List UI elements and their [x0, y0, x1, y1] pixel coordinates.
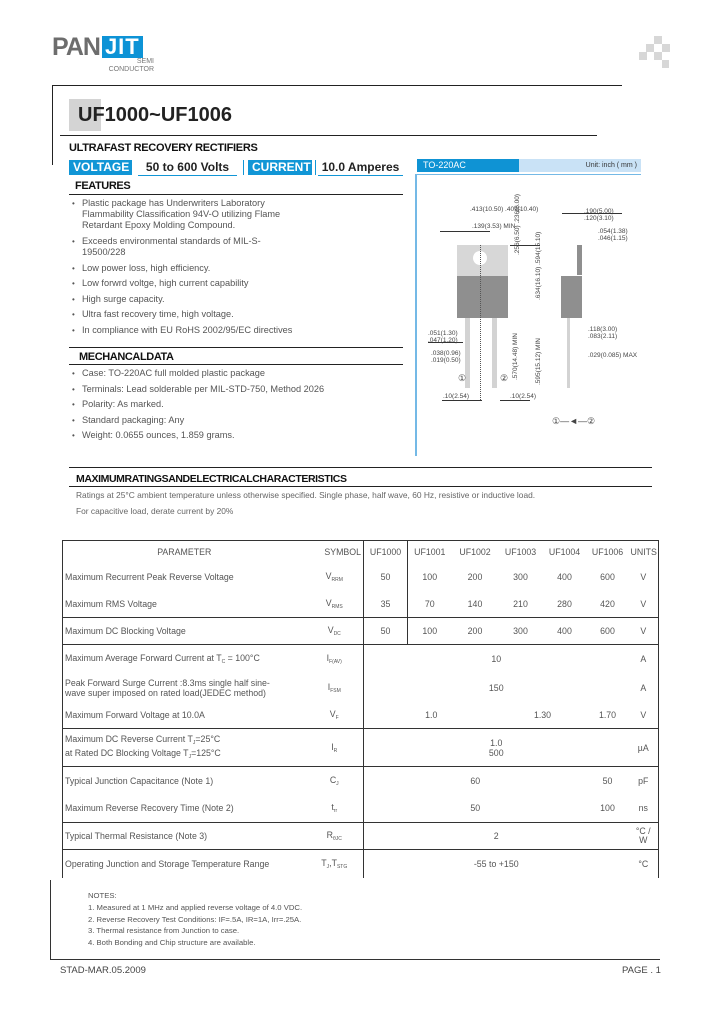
dim-side-tab: .054(1.38) .046(1.15) [598, 228, 628, 242]
mechanical-list [70, 368, 400, 446]
package-name: TO-220AC [417, 159, 519, 172]
diode-symbol-icon: ①—◄—② [552, 416, 596, 426]
feature-item: • Low forwrd voltge, high current capability [70, 278, 382, 289]
notes-frame-bottom [50, 959, 660, 960]
voltage-label: VOLTAGE [69, 160, 132, 175]
mechanical-heading: MECHANCALDATA [79, 351, 174, 363]
symbol-cell: $I_{F(AV)}$ [326, 652, 342, 665]
package-body [457, 276, 508, 318]
note-item: 3. Thermal resistance from Junction to case. [88, 926, 240, 936]
col-header: PARAMETER [63, 541, 306, 563]
symbol-cell: $I_R$ [306, 729, 364, 767]
package-frame-top [415, 174, 641, 175]
col-header: UF1000 [364, 541, 408, 563]
table-row: Maximum DC Reverse Current $T_J=25^\circ C$ at Rated DC Blocking Voltage $T_J=125^\circ C$ $I_R$ 1.0 500 µA [63, 729, 659, 767]
col-header: UNITS [629, 541, 659, 563]
symbol-cell: $I_{FSM}$ [327, 681, 341, 694]
tag-separator [243, 160, 244, 175]
symbol-cell: $V_{RRM}$ [325, 570, 343, 583]
footer-page: PAGE . 1 [622, 965, 661, 976]
features-heading: FEATURES [75, 180, 131, 192]
col-header: SYMBOL [306, 541, 364, 563]
note-item: 4. Both Bonding and Chip structure are available. [88, 938, 256, 948]
package-frame-left [415, 174, 417, 456]
param-cell: Typical Junction Capacitance (Note 1) [63, 767, 306, 795]
lead-right [492, 318, 497, 388]
dim-top-width: .413(10.50) .409(10.40) [470, 206, 539, 213]
dim-lead-len: .570(14.48) MIN [512, 333, 519, 380]
col-header: UF1004 [543, 541, 587, 563]
feature-item: • Low power loss, high efficiency. [70, 263, 290, 274]
dim-pitch-left: .10(2.54) [443, 393, 470, 400]
table-row: Typical Junction Capacitance (Note 1) $C_J$ 60 50 pF [63, 767, 659, 795]
ratings-heading: MAXIMUMRATINGSANDELECTRICALCHARACTERISTICS [76, 473, 347, 485]
current-label: CURRENT [248, 160, 312, 175]
logo-text-jit: JIT [102, 36, 143, 58]
feature-item: • Ultra fast recovery time, high voltage. [70, 309, 382, 320]
mechanical-rule-top [69, 347, 403, 348]
symbol-cell: $T_J,T_{STG}$ [321, 857, 348, 870]
table-row: Maximum Average Forward Current at $T_C = 100^\circ C$ $I_{F(AV)}$ 10 A [63, 645, 659, 673]
symbol-cell: $C_J$ [329, 774, 339, 787]
param-cell: Maximum DC Reverse Current $T_J=25^\circ C$ at Rated DC Blocking Voltage $T_J=125^\circ C$ [63, 729, 306, 767]
mechanical-item: • Polarity: As marked. [70, 399, 400, 410]
footer-date: STAD-MAR.05.2009 [60, 965, 146, 976]
title-underline [60, 135, 597, 136]
dim-tab-height: .256(6.50) .236(6.00) [514, 193, 521, 255]
ratings-table [62, 540, 659, 878]
ratings-note-2: For capacitive load, derate current by 20% [76, 506, 234, 516]
table-row: Maximum Forward Voltage at 10.0A $V_F$ 1.0 1.30 1.70 V [63, 703, 659, 729]
tag-separator [315, 160, 316, 175]
symbol-cell: $V_{DC}$ [306, 618, 364, 645]
title-frame-top [52, 85, 622, 86]
dim-lead-width: .051(1.30) .047(1.20) [428, 330, 458, 344]
param-cell: Maximum Average Forward Current at $T_C = 100^\circ C$ [63, 645, 306, 673]
pin2-label: ② [500, 373, 509, 383]
dim-pitch-right: .10(2.54) [510, 393, 537, 400]
table-row: Typical Thermal Resistance (Note 3) $R_{\theta JC}$ 2 °C / W [63, 823, 659, 850]
table-row: Maximum RMS Voltage $V_{RMS}$ 35 70 140 210 280 420 V [63, 591, 659, 618]
mechanical-item: • Weight: 0.0655 ounces, 1.859 grams. [70, 430, 400, 441]
symbol-cell: $t_{rr}$ [306, 795, 364, 823]
dim-hole: .139(3.53) MIN [472, 223, 516, 230]
side-body [561, 276, 582, 318]
table-row: Maximum Reverse Recovery Time (Note 2) $t_{rr}$ 50 100 ns [63, 795, 659, 823]
symbol-cell: $V_{RMS}$ [306, 591, 364, 618]
side-tab [577, 245, 582, 275]
notes-frame-left [50, 880, 51, 960]
mechanical-item: • Standard packaging: Any [70, 415, 400, 426]
table-row: Maximum DC Blocking Voltage $V_{DC}$ 50 100 200 300 400 600 V [63, 618, 659, 645]
dim-side-lead: .118(3.00) .083(2.11) [588, 326, 618, 340]
param-cell: Peak Forward Surge Current :8.3ms single half sine- wave super imposed on rated load(JEDEC method) [63, 673, 306, 703]
logo-sub-line2: CONDUCTOR [108, 66, 154, 73]
col-header: UF1003 [499, 541, 543, 563]
page-title: UF1000~UF1006 [78, 104, 232, 126]
package-unit: Unit: inch ( mm ) [519, 159, 641, 172]
param-cell: Maximum DC Blocking Voltage [63, 618, 306, 645]
table-row: Maximum Recurrent Peak Reverse Voltage $V_{RRM}$ 50 100 200 300 400 600 V [63, 563, 659, 591]
col-header: UF1002 [452, 541, 499, 563]
feature-item: • Exceeds environmental standards of MIL-S-19500/228 [70, 236, 262, 258]
voltage-value: 50 to 600 Volts [138, 160, 237, 176]
ratings-rule-top [69, 467, 652, 468]
symbol-cell: $V_F$ [306, 703, 364, 729]
dim-side-top: .190(5.00) .120(3.10) [584, 208, 614, 222]
table-row: Operating Junction and Storage Temperature Range $T_J,T_{STG}$ -55 to +150 °C [63, 850, 659, 878]
mechanical-item: • Terminals: Lead solderable per MIL-STD-750, Method 2026 [70, 384, 400, 395]
title-frame-left [52, 85, 53, 165]
logo-text-pan: PAN [52, 33, 100, 61]
table-row: Peak Forward Surge Current :8.3ms single half sine- wave super imposed on rated load(JEDEC method) $I_{FSM}$ 150 A [63, 673, 659, 703]
col-header: UF1006 [587, 541, 629, 563]
dim-body-height: .634(16.10) .594(15.10) [535, 231, 542, 300]
ratings-note-1: Ratings at 25°C ambient temperature unless otherwise specified. Single phase, half wave, 60 Hz, resistive or inductive load. [76, 490, 536, 500]
mechanical-item: • Case: TO-220AC full molded plastic package [70, 368, 400, 379]
notes-block [88, 890, 302, 949]
param-cell: Operating Junction and Storage Temperature Range [63, 850, 306, 878]
dim-total-len: .595(15.12) MIN [535, 338, 542, 385]
logo-sub-line1: SEMI [136, 58, 154, 65]
product-subtitle: ULTRAFAST RECOVERY RECTIFIERS [69, 142, 258, 154]
center-line [480, 245, 482, 400]
feature-item: • Plastic package has Underwriters Laboratory Flammability Classification 94V-O utilizing Flame Retardant Epoxy Molding Compound. [70, 198, 290, 232]
dim-lead-thick: .038(0.96) .019(0.50) [431, 350, 461, 364]
feature-item: • In compliance with EU RoHS 2002/95/EC directives [70, 325, 402, 336]
panjit-logo [52, 33, 143, 61]
feature-item: • High surge capacity. [70, 294, 290, 305]
dim-side-lead2: .029(0.085) MAX [588, 352, 638, 359]
table-header-row [63, 541, 659, 563]
mechanical-rule [69, 364, 403, 365]
logo-subtitle [104, 58, 154, 74]
param-cell: Maximum Recurrent Peak Reverse Voltage [63, 563, 306, 591]
col-header: UF1001 [408, 541, 452, 563]
param-cell: Maximum RMS Voltage [63, 591, 306, 618]
note-item: 2. Reverse Recovery Test Conditions: IF=.5A, IR=1A, Irr=.25A. [88, 914, 302, 924]
pin1-label: ① [458, 373, 467, 383]
param-cell: Typical Thermal Resistance (Note 3) [63, 823, 306, 850]
param-cell: Maximum Forward Voltage at 10.0A [63, 703, 306, 729]
features-list [70, 198, 293, 340]
side-lead [567, 318, 570, 388]
symbol-cell: $R_{\theta JC}$ [306, 823, 364, 850]
note-item: 1. Measured at 1 MHz and applied reverse voltage of 4.0 VDC. [88, 902, 303, 912]
current-value: 10.0 Amperes [318, 160, 403, 176]
notes-heading: NOTES: [88, 891, 117, 900]
param-cell: Maximum Reverse Recovery Time (Note 2) [63, 795, 306, 823]
ratings-rule-bottom [69, 486, 652, 487]
features-rule [69, 194, 403, 195]
